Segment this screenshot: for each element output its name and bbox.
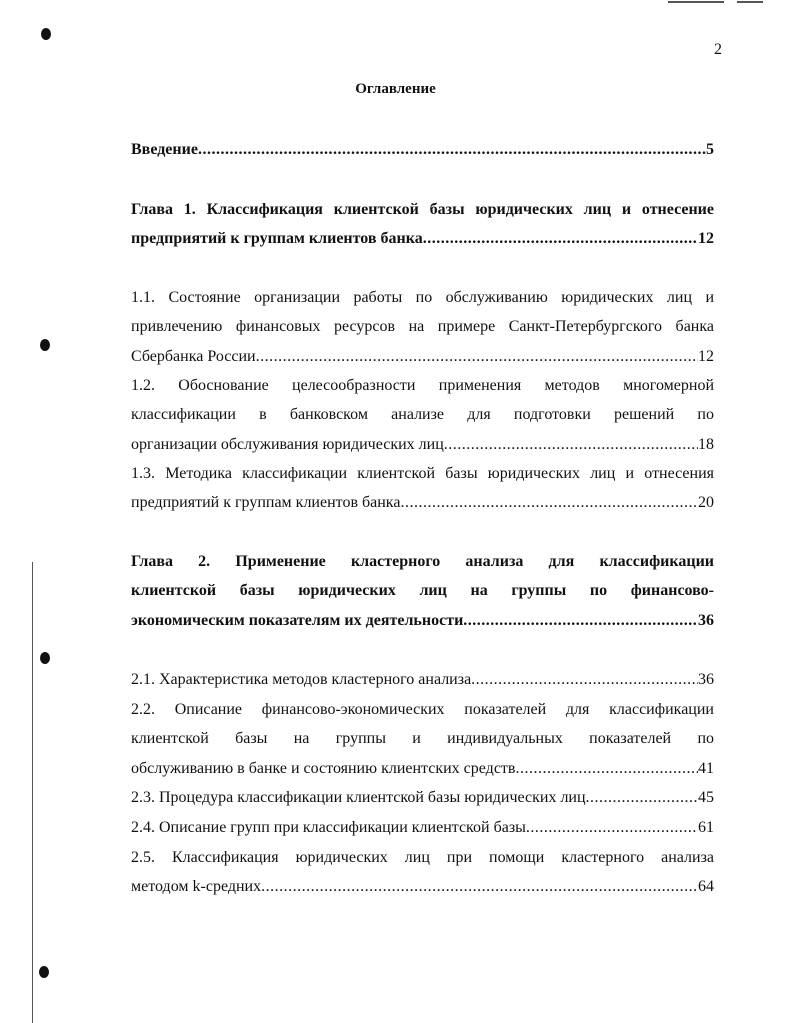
toc-entry-section-1-3[interactable] — [131, 459, 714, 518]
toc-page-number: 36 — [698, 611, 714, 629]
toc-entry-section-2-5[interactable] — [131, 843, 714, 902]
binding-hole-mark — [41, 28, 51, 40]
toc-line — [131, 872, 714, 901]
toc-entry-title: предприятий к группам клиентов банка — [131, 230, 423, 248]
toc-line — [131, 606, 714, 635]
toc-line — [131, 430, 714, 459]
toc-line: 2.2. Описание финансово-экономических показателей для классификации — [131, 701, 714, 718]
toc-leader-dots — [463, 606, 698, 635]
toc-line: клиентской базы юридических лиц на группы по финансово- — [131, 582, 714, 600]
toc-page-number: 12 — [698, 347, 714, 365]
page-title: Оглавление — [355, 81, 436, 97]
toc-line: Глава 2. Применение кластерного анализа для классификации — [131, 553, 714, 570]
scan-top-rule — [737, 1, 763, 3]
toc-leader-dots — [256, 342, 698, 371]
toc-page-number: 64 — [698, 878, 714, 896]
toc-entry-chapter-2[interactable] — [131, 547, 714, 635]
toc-line: 1.1. Состояние организации работы по обслуживанию юридических лиц и — [131, 289, 714, 306]
toc-page-number: 41 — [698, 759, 714, 777]
toc-leader-dots — [515, 754, 698, 783]
binding-hole-mark — [39, 966, 49, 978]
toc-leader-dots — [471, 665, 698, 694]
toc-entry-intro[interactable] — [131, 135, 714, 164]
toc-entry-section-1-2[interactable] — [131, 371, 714, 459]
toc-entry-title: Сбербанка России — [131, 347, 256, 365]
toc-page-number: 20 — [698, 494, 714, 512]
toc-leader-dots — [261, 872, 698, 901]
toc-entry-title: предприятий к группам клиентов банка — [131, 494, 401, 512]
toc-leader-dots — [400, 488, 698, 517]
toc-leader-dots — [586, 783, 698, 812]
toc-entry-title: Введение — [131, 141, 198, 158]
toc-entry-title: организации обслуживания юридических лиц — [131, 435, 444, 453]
toc-line: Глава 1. Классификация клиентской базы юридических лиц и отнесение — [131, 201, 714, 218]
toc-leader-dots — [423, 224, 698, 253]
toc-page-number: 36 — [698, 671, 714, 688]
toc-line: 1.2. Обоснование целесообразности применения методов многомерной — [131, 377, 714, 394]
toc-line — [131, 813, 714, 842]
toc-page-number: 61 — [698, 819, 714, 836]
binding-hole-mark — [40, 339, 50, 351]
toc-line — [131, 135, 714, 164]
toc-line — [131, 342, 714, 371]
binding-hole-mark — [40, 652, 50, 664]
toc-leader-dots — [526, 813, 698, 842]
toc-line — [131, 665, 714, 694]
toc-line — [131, 754, 714, 783]
toc-line — [131, 783, 714, 812]
page-number: 2 — [714, 41, 722, 58]
toc-line: клиентской базы на группы и индивидуальных показателей по — [131, 730, 714, 748]
toc-entry-title: экономическим показателям их деятельности — [131, 611, 464, 629]
toc-entry-section-2-2[interactable] — [131, 695, 714, 783]
scan-edge-line — [32, 562, 33, 1023]
toc-page-number: 5 — [706, 141, 714, 158]
toc-line — [131, 224, 714, 253]
scan-top-rule — [668, 1, 724, 3]
toc-entry-title: 2.1. Характеристика методов кластерного анализа — [131, 671, 472, 688]
toc-entry-section-2-3[interactable] — [131, 783, 714, 812]
toc-line: классификации в банковском анализе для подготовки решений по — [131, 406, 714, 424]
toc-line: привлечению финансовых ресурсов на примере Санкт-Петербургского банка — [131, 318, 714, 336]
toc-entry-title: 2.4. Описание групп при классификации клиентской базы — [131, 819, 526, 836]
toc-page-number: 18 — [698, 435, 714, 453]
toc-page-number: 12 — [698, 230, 714, 248]
toc-entry-title: 2.3. Процедура классификации клиентской базы юридических лиц — [131, 789, 586, 806]
toc-entry-title: обслуживанию в банке и состоянию клиентских средств — [131, 759, 516, 777]
toc-entry-title: методом k-средних — [131, 878, 262, 896]
toc-entry-section-2-1[interactable] — [131, 665, 714, 694]
toc-entry-section-1-1[interactable] — [131, 283, 714, 371]
toc-page-number: 45 — [698, 789, 714, 806]
toc-leader-dots — [444, 430, 698, 459]
toc-entry-chapter-1[interactable] — [131, 195, 714, 254]
toc-line: 2.5. Классификация юридических лиц при помощи кластерного анализа — [131, 849, 714, 866]
toc-entry-section-2-4[interactable] — [131, 813, 714, 842]
toc-line — [131, 488, 714, 517]
toc-line: 1.3. Методика классификации клиентской базы юридических лиц и отнесения — [131, 465, 714, 482]
toc-leader-dots — [198, 135, 706, 164]
